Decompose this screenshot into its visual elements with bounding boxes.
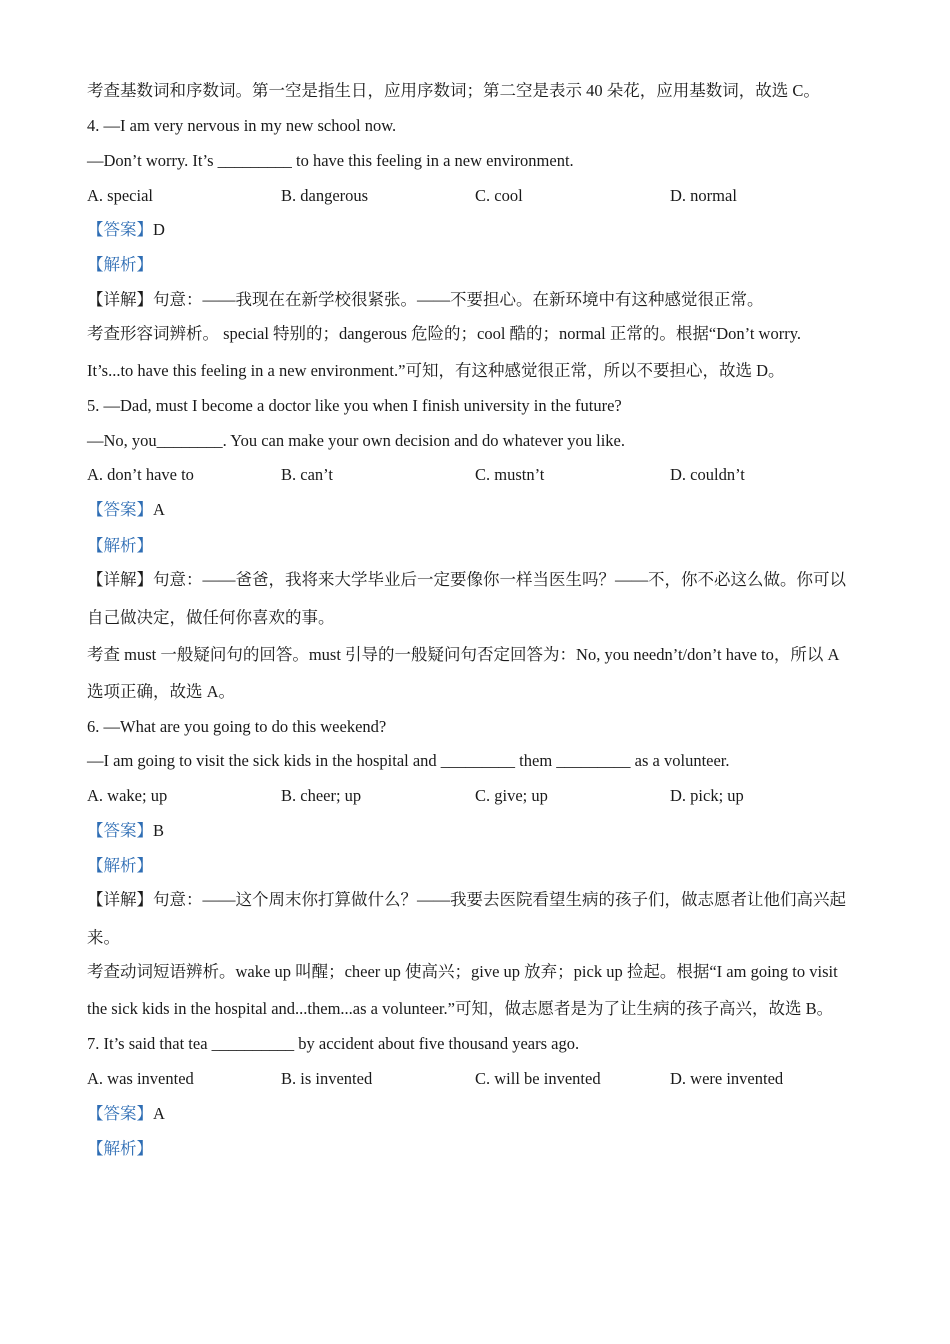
answer-tag: 【答案】 bbox=[87, 821, 153, 840]
q6-detail-line2: 来。 bbox=[87, 928, 120, 947]
q5-option-c: C. mustn’t bbox=[475, 465, 545, 484]
q4-option-b: B. dangerous bbox=[281, 186, 369, 205]
q7-option-b: B. is invented bbox=[281, 1069, 373, 1088]
q7-stem-line1: 7. It’s said that tea __________ by accident about five thousand years ago. bbox=[87, 1034, 580, 1053]
q5-stem-line1: 5. —Dad, must I become a doctor like you when I finish university in the future? bbox=[87, 396, 622, 415]
q6-option-a: A. wake; up bbox=[87, 786, 168, 805]
q7-option-a: A. was invented bbox=[87, 1069, 194, 1088]
intro-text: 考查基数词和序数词。第一空是指生日，应用序数词；第二空是表示 40 朵花，应用基数词，故选 C。 bbox=[87, 81, 820, 100]
q7-option-c: C. will be invented bbox=[475, 1069, 601, 1088]
detail-tag: 【详解】 bbox=[87, 570, 153, 589]
q6-option-d: D. pick; up bbox=[670, 786, 744, 805]
q5-detail-line2: 自己做决定，做任何你喜欢的事。 bbox=[87, 608, 335, 627]
q4-option-d: D. normal bbox=[670, 186, 737, 205]
q4-analysis-tag: 【解析】 bbox=[87, 255, 153, 274]
q4-option-c: C. cool bbox=[475, 186, 523, 205]
answer-tag: 【答案】 bbox=[87, 500, 153, 519]
q4-stem-line2: —Don’t worry. It’s _________ to have this feeling in a new environment. bbox=[87, 151, 574, 170]
q6-detail-line1: 【详解】句意：——这个周末你打算做什么？——我要去医院看望生病的孩子们，做志愿者让他们高兴起 bbox=[87, 890, 846, 909]
q6-detail-line3: 考查动词短语辨析。wake up 叫醒；cheer up 使高兴；give up 放弃；pick up 捡起。根据“I am going to visit bbox=[87, 962, 838, 981]
answer-value: B bbox=[153, 821, 165, 840]
q5-stem-line2: —No, you________. You can make your own decision and do whatever you like. bbox=[87, 431, 625, 450]
answer-value: A bbox=[153, 500, 165, 519]
answer-value: A bbox=[153, 1104, 165, 1123]
detail-tag: 【详解】 bbox=[87, 890, 153, 909]
q4-detail-line3: It’s...to have this feeling in a new environment.”可知，有这种感觉很正常，所以不要担心，故选 D。 bbox=[87, 361, 785, 380]
answer-value: D bbox=[153, 220, 165, 239]
q6-detail-line4: the sick kids in the hospital and...them...as a volunteer.”可知，做志愿者是为了让生病的孩子高兴，故选 B。 bbox=[87, 999, 834, 1018]
q7-analysis-tag: 【解析】 bbox=[87, 1139, 153, 1158]
answer-tag: 【答案】 bbox=[87, 220, 153, 239]
q7-answer bbox=[87, 1103, 165, 1125]
q4-option-a: A. special bbox=[87, 186, 153, 205]
q5-detail-line4: 选项正确，故选 A。 bbox=[87, 682, 236, 701]
q5-answer bbox=[87, 499, 165, 521]
q6-stem-line1: 6. —What are you going to do this weekend? bbox=[87, 717, 387, 736]
detail-tag: 【详解】 bbox=[87, 290, 153, 309]
q5-detail-line3: 考查 must 一般疑问句的回答。must 引导的一般疑问句否定回答为：No, you needn’t/don’t have to，所以 A bbox=[87, 645, 840, 664]
q6-answer bbox=[87, 820, 164, 842]
q5-option-a: A. don’t have to bbox=[87, 465, 194, 484]
q6-analysis-tag: 【解析】 bbox=[87, 856, 153, 875]
q4-stem-line1: 4. —I am very nervous in my new school now. bbox=[87, 116, 397, 135]
q6-option-c: C. give; up bbox=[475, 786, 548, 805]
q4-detail-line1: 【详解】句意：——我现在在新学校很紧张。——不要担心。在新环境中有这种感觉很正常。 bbox=[87, 290, 764, 309]
q6-stem-line2: —I am going to visit the sick kids in the hospital and _________ them _________ as a volunteer. bbox=[87, 751, 730, 770]
q6-option-b: B. cheer; up bbox=[281, 786, 362, 805]
q4-answer bbox=[87, 219, 165, 241]
q4-detail-line2: 考查形容词辨析。 special 特别的；dangerous 危险的；cool 酷的；normal 正常的。根据“Don’t worry. bbox=[87, 324, 801, 343]
q7-option-d: D. were invented bbox=[670, 1069, 784, 1088]
q5-option-b: B. can’t bbox=[281, 465, 333, 484]
q5-option-d: D. couldn’t bbox=[670, 465, 745, 484]
q5-detail-line1: 【详解】句意：——爸爸，我将来大学毕业后一定要像你一样当医生吗？——不，你不必这么做。你可以 bbox=[87, 570, 846, 589]
q5-analysis-tag: 【解析】 bbox=[87, 536, 153, 555]
answer-tag: 【答案】 bbox=[87, 1104, 153, 1123]
